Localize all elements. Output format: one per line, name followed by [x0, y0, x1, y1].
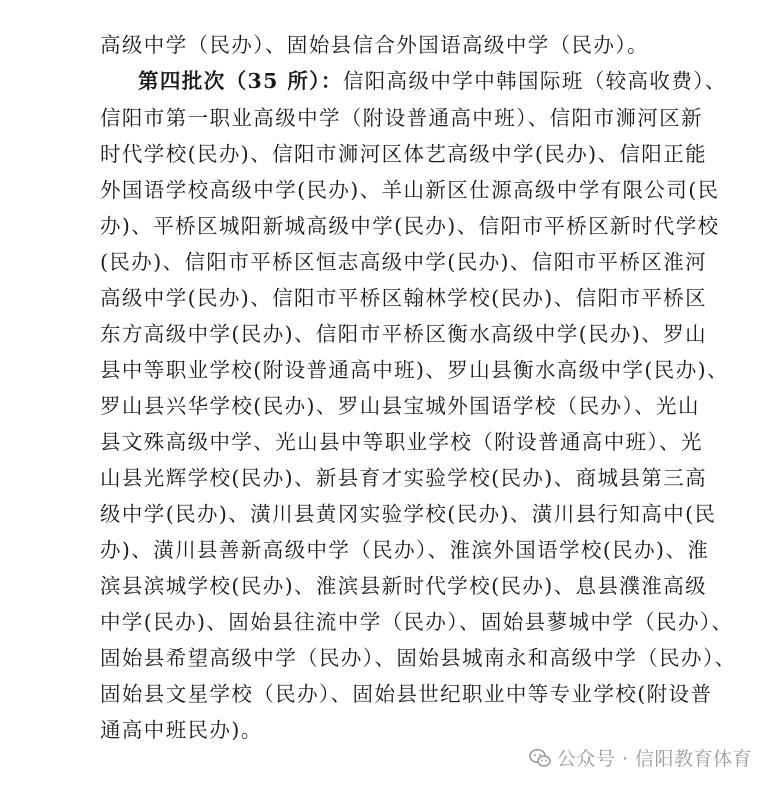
text-line: 通高中班民办)。 [100, 718, 263, 742]
text-line: 外国语学校高级中学(民办)、羊山新区仕源高级中学有限公司(民 [100, 178, 720, 202]
text-line: 县文殊高级中学、光山县中等职业学校（附设普通高中班）、光 [100, 430, 703, 454]
text-line: 罗山县兴华学校(民办)、罗山县宝城外国语学校（民办）、光山 [100, 394, 700, 418]
text-line: 固始县文星学校（民办）、固始县世纪职业中等专业学校(附设普 [100, 682, 713, 706]
text-line: 时代学校(民办)、信阳市浉河区体艺高级中学(民办)、信阳正能 [100, 142, 707, 166]
wechat-icon [529, 747, 551, 769]
watermark [529, 744, 752, 771]
text-line: 山县光辉学校(民办)、新县育才实验学校(民办)、商城县第三高 [100, 466, 707, 490]
text-line: 办)、平桥区城阳新城高级中学(民办)、信阳市平桥区新时代学校 [100, 214, 720, 238]
text-line: 级中学(民办)、潢川县黄冈实验学校(民办)、潢川县行知高中(民 [100, 502, 717, 526]
text-line: 东方高级中学(民办)、信阳市平桥区衡水高级中学(民办)、罗山 [100, 322, 707, 346]
text-line: 信阳市第一职业高级中学（附设普通高中班）、信阳市浉河区新 [100, 106, 703, 130]
text-line: 高级中学（民办）、固始县信合外国语高级中学（民办）。 [100, 33, 649, 57]
text-line: 中学(民办)、固始县往流中学（民办）、固始县蓼城中学（民办）、 [100, 610, 734, 634]
text-line: 滨县滨城学校(民办)、淮滨县新时代学校(民办)、息县濮淮高级 [100, 574, 707, 598]
watermark-text: 公众号 · 信阳教育体育 [556, 748, 752, 770]
batch-text: 信阳高级中学中韩国际班（较高收费）、 [342, 69, 727, 93]
text-line: 办)、潢川县善新高级中学（民办）、淮滨外国语学校(民办)、淮 [100, 538, 710, 562]
text-line: 高级中学(民办)、信阳市平桥区翰林学校(民办)、信阳市平桥区 [100, 286, 707, 310]
batch-heading: 第四批次（35 所）： [138, 69, 343, 93]
text-line: (民办)、信阳市平桥区恒志高级中学(民办)、信阳市平桥区淮河 [100, 250, 707, 274]
batch-4-line [138, 67, 727, 95]
text-line: 县中等职业学校(附设普通高中班)、罗山县衡水高级中学(民办)、 [100, 358, 729, 382]
text-line: 固始县希望高级中学（民办）、固始县城南永和高级中学（民办）、 [100, 646, 737, 670]
